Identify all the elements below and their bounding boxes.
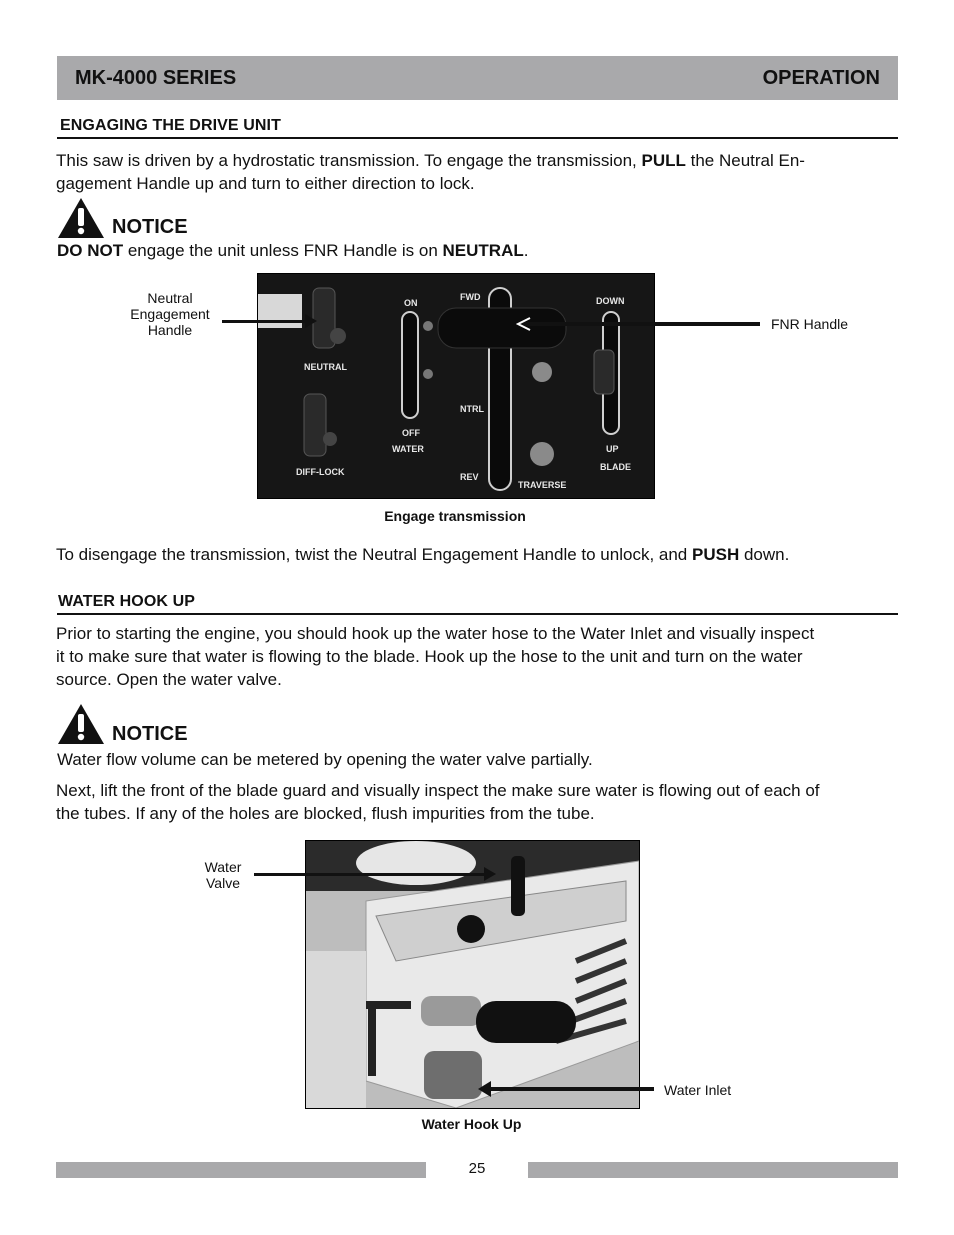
- callout-valve-line2: Valve: [206, 875, 240, 891]
- panel-label-down: DOWN: [596, 296, 625, 306]
- water-para-line3: source. Open the water valve.: [56, 670, 282, 689]
- notice-bold-neutral: NEUTRAL: [442, 241, 524, 260]
- notice-title-2: NOTICE: [112, 723, 188, 745]
- intro-text-a: This saw is driven by a hydrostatic transmission. To engage the transmission,: [56, 151, 642, 170]
- callout-neutral-line3: Handle: [147, 322, 193, 338]
- callout-neutral-line2: Engagement: [130, 306, 210, 322]
- disengage-text-a: To disengage the transmission, twist the Neutral Engagement Handle to unlock, and: [56, 545, 692, 564]
- panel-label-on: ON: [404, 298, 418, 308]
- figure-caption-water: Water Hook Up: [421, 1116, 522, 1132]
- notice-end: .: [523, 241, 529, 260]
- fnr-callout-line: [520, 322, 760, 326]
- header-bar: [57, 56, 898, 100]
- water-paragraph: [56, 622, 898, 691]
- water-inlet-callout-line: [488, 1087, 654, 1091]
- drive-intro-line2: gagement Handle up and turn to either direction to lock.: [56, 174, 475, 193]
- next-para-line2: the tubes. If any of the holes are blocked, flush impurities from the tube.: [56, 804, 595, 823]
- water-valve-arrow-icon: [484, 867, 496, 881]
- panel-label-up: UP: [606, 444, 619, 454]
- notice-text: [57, 239, 528, 262]
- notice-text-2: Water flow volume can be metered by opening the water valve partially.: [57, 750, 593, 769]
- warning-icon: [57, 197, 105, 239]
- water-inlet-arrow-icon: [478, 1081, 491, 1097]
- intro-bold-pull: PULL: [641, 151, 686, 170]
- water-hookup-photo: [305, 840, 640, 1109]
- section-title: OPERATION: [762, 67, 880, 89]
- panel-label-blade: BLADE: [600, 462, 631, 472]
- water-para-line2: it to make sure that water is flowing to the blade. Hook up the hose to the unit and turn on the water: [56, 647, 803, 666]
- notice-bold-do-not: DO NOT: [57, 241, 124, 260]
- panel-label-diff-lock: DIFF-LOCK: [296, 467, 345, 477]
- next-para-line1: Next, lift the front of the blade guard and visually inspect the make sure water is flowing out of each of: [56, 781, 820, 800]
- warning-icon-2: [57, 703, 105, 745]
- water-heading-rule: [57, 613, 898, 615]
- water-para-line1: Prior to starting the engine, you should hook up the water hose to the Water Inlet and visually inspect: [56, 624, 815, 643]
- water-valve-callout: [196, 859, 250, 891]
- control-panel-photo: [257, 273, 655, 499]
- water-inlet-callout: Water Inlet: [664, 1082, 732, 1098]
- drive-heading-rule: [57, 137, 898, 139]
- neutral-callout-line: [222, 320, 314, 323]
- panel-label-neutral: NEUTRAL: [304, 362, 347, 372]
- panel-label-off: OFF: [402, 428, 420, 438]
- page-number: 25: [468, 1160, 486, 1177]
- disengage-bold-push: PUSH: [691, 545, 740, 564]
- notice-title: NOTICE: [112, 216, 188, 238]
- neutral-handle-callout: [114, 290, 226, 338]
- panel-label-fwd: FWD: [460, 292, 481, 302]
- intro-text-b: the Neutral En-: [685, 151, 805, 170]
- disengage-text-b: down.: [739, 545, 790, 564]
- fnr-callout-arrow-icon: [516, 316, 532, 332]
- notice-mid: engage the unit unless FNR Handle is on: [123, 241, 443, 260]
- figure-caption-engage: Engage transmission: [384, 508, 526, 524]
- footer-bar-left: [56, 1162, 426, 1178]
- disengage-text: [56, 543, 898, 566]
- drive-intro-line1: [56, 149, 898, 172]
- drive-intro: [56, 149, 898, 195]
- drive-section-heading: ENGAGING THE DRIVE UNIT: [60, 117, 281, 134]
- series-title: MK-4000 SERIES: [75, 67, 237, 89]
- panel-label-rev: REV: [460, 472, 479, 482]
- callout-neutral-line1: Neutral: [147, 290, 193, 306]
- neutral-callout-arrow-icon: [305, 314, 317, 328]
- next-paragraph: [56, 779, 898, 825]
- footer-bar-right: [528, 1162, 898, 1178]
- water-valve-callout-line: [254, 873, 490, 876]
- water-section-heading: WATER HOOK UP: [58, 593, 196, 610]
- fnr-handle-callout: FNR Handle: [771, 316, 849, 332]
- panel-label-water: WATER: [392, 444, 424, 454]
- panel-label-ntrl: NTRL: [460, 404, 484, 414]
- panel-label-traverse: TRAVERSE: [518, 480, 567, 490]
- callout-valve-line1: Water: [204, 859, 242, 875]
